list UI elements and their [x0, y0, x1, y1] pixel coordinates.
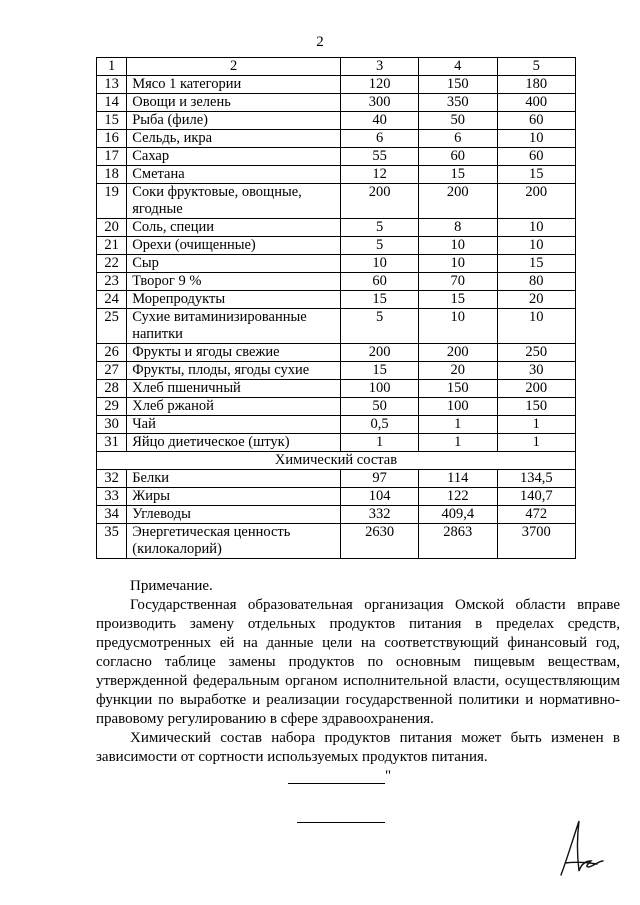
value-col-5-cell: 400: [497, 94, 576, 112]
table-row: [97, 398, 576, 416]
product-name-cell: Морепродукты: [127, 291, 341, 309]
value-col-4-cell: 10: [419, 309, 497, 344]
table-row: [97, 524, 576, 559]
header-col-4: 4: [419, 58, 497, 76]
value-col-5-cell: 200: [497, 184, 576, 219]
value-col-4-cell: 100: [419, 398, 497, 416]
row-number-cell: 35: [97, 524, 127, 559]
value-col-4-cell: 10: [419, 255, 497, 273]
row-number-cell: 20: [97, 219, 127, 237]
table-row: [97, 255, 576, 273]
value-col-4-cell: 1: [419, 434, 497, 452]
section-title: Химический состав: [97, 452, 576, 470]
header-col-5: 5: [497, 58, 576, 76]
row-number-cell: 24: [97, 291, 127, 309]
notes-block: [96, 577, 620, 767]
header-col-1: 1: [97, 58, 127, 76]
notes-title: Примечание.: [130, 578, 213, 594]
value-col-3-cell: 120: [341, 76, 419, 94]
value-col-5-cell: 1: [497, 416, 576, 434]
value-col-5-cell: 20: [497, 291, 576, 309]
value-col-4-cell: 70: [419, 273, 497, 291]
row-number-cell: 28: [97, 380, 127, 398]
value-col-3-cell: 300: [341, 94, 419, 112]
row-number-cell: 32: [97, 470, 127, 488]
product-name-cell: Сметана: [127, 166, 341, 184]
closing-line: [288, 768, 418, 788]
row-number-cell: 27: [97, 362, 127, 380]
value-col-5-cell: 3700: [497, 524, 576, 559]
product-name-cell: Сухие витаминизированные напитки: [127, 309, 341, 344]
row-number-cell: 31: [97, 434, 127, 452]
value-col-4-cell: 10: [419, 237, 497, 255]
product-name-cell: Рыба (филе): [127, 112, 341, 130]
value-col-5-cell: 10: [497, 237, 576, 255]
value-col-3-cell: 332: [341, 506, 419, 524]
value-col-4-cell: 60: [419, 148, 497, 166]
value-col-3-cell: 97: [341, 470, 419, 488]
table-row: [97, 76, 576, 94]
value-col-3-cell: 2630: [341, 524, 419, 559]
value-col-5-cell: 60: [497, 112, 576, 130]
product-name-cell: Орехи (очищенные): [127, 237, 341, 255]
value-col-5-cell: 1: [497, 434, 576, 452]
value-col-3-cell: 55: [341, 148, 419, 166]
value-col-3-cell: 5: [341, 309, 419, 344]
value-col-4-cell: 6: [419, 130, 497, 148]
table-row: [97, 184, 576, 219]
row-number-cell: 14: [97, 94, 127, 112]
value-col-5-cell: 180: [497, 76, 576, 94]
value-col-3-cell: 6: [341, 130, 419, 148]
value-col-5-cell: 472: [497, 506, 576, 524]
value-col-4-cell: 114: [419, 470, 497, 488]
food-norms-table: [96, 57, 576, 559]
value-col-3-cell: 200: [341, 184, 419, 219]
value-col-3-cell: 50: [341, 398, 419, 416]
product-name-cell: Соль, специи: [127, 219, 341, 237]
table-row: [97, 470, 576, 488]
page-number: 2: [316, 34, 324, 50]
value-col-4-cell: 2863: [419, 524, 497, 559]
table-row: [97, 291, 576, 309]
value-col-4-cell: 50: [419, 112, 497, 130]
product-name-cell: Хлеб ржаной: [127, 398, 341, 416]
value-col-5-cell: 15: [497, 255, 576, 273]
value-col-4-cell: 150: [419, 380, 497, 398]
row-number-cell: 33: [97, 488, 127, 506]
product-name-cell: Сыр: [127, 255, 341, 273]
value-col-3-cell: 12: [341, 166, 419, 184]
value-col-4-cell: 15: [419, 291, 497, 309]
product-name-cell: Фрукты, плоды, ягоды сухие: [127, 362, 341, 380]
value-col-4-cell: 1: [419, 416, 497, 434]
value-col-5-cell: 10: [497, 309, 576, 344]
value-col-4-cell: 8: [419, 219, 497, 237]
closing-quote: ": [385, 768, 392, 784]
product-name-cell: Сахар: [127, 148, 341, 166]
value-col-4-cell: 350: [419, 94, 497, 112]
table-row: [97, 273, 576, 291]
value-col-5-cell: 80: [497, 273, 576, 291]
section-row: [97, 452, 576, 470]
product-name-cell: Овощи и зелень: [127, 94, 341, 112]
value-col-3-cell: 5: [341, 219, 419, 237]
row-number-cell: 34: [97, 506, 127, 524]
product-name-cell: Фрукты и ягоды свежие: [127, 344, 341, 362]
notes-paragraph-1: Государственная образовательная организация Омской области вправе производить замену отдельных продуктов питания в пределах средств, предусмотренных ей на данные цели на соответствующий финансовый год, согласно таблице замены продуктов по основным пищевым веществам, утвержденной федеральным органом исполнительной власти, осуществляющим функции по выработке и реализации государственной политики и нормативно-правовому регулированию в сфере здравоохранения.: [96, 597, 620, 727]
value-col-5-cell: 140,7: [497, 488, 576, 506]
value-col-3-cell: 0,5: [341, 416, 419, 434]
row-number-cell: 21: [97, 237, 127, 255]
value-col-3-cell: 15: [341, 291, 419, 309]
value-col-4-cell: 200: [419, 184, 497, 219]
row-number-cell: 16: [97, 130, 127, 148]
header-col-2: 2: [127, 58, 341, 76]
value-col-5-cell: 134,5: [497, 470, 576, 488]
value-col-3-cell: 5: [341, 237, 419, 255]
value-col-3-cell: 15: [341, 362, 419, 380]
value-col-3-cell: 104: [341, 488, 419, 506]
value-col-4-cell: 200: [419, 344, 497, 362]
product-name-cell: Белки: [127, 470, 341, 488]
row-number-cell: 26: [97, 344, 127, 362]
value-col-5-cell: 60: [497, 148, 576, 166]
product-name-cell: Соки фруктовые, овощные, ягодные: [127, 184, 341, 219]
row-number-cell: 29: [97, 398, 127, 416]
table-row: [97, 112, 576, 130]
row-number-cell: 22: [97, 255, 127, 273]
row-number-cell: 13: [97, 76, 127, 94]
closing-rule: [288, 783, 385, 784]
value-col-3-cell: 100: [341, 380, 419, 398]
value-col-5-cell: 250: [497, 344, 576, 362]
value-col-5-cell: 10: [497, 130, 576, 148]
product-name-cell: Энергетическая ценность (килокалорий): [127, 524, 341, 559]
product-name-cell: Углеводы: [127, 506, 341, 524]
value-col-3-cell: 1: [341, 434, 419, 452]
row-number-cell: 17: [97, 148, 127, 166]
row-number-cell: 19: [97, 184, 127, 219]
product-name-cell: Творог 9 %: [127, 273, 341, 291]
table-row: [97, 166, 576, 184]
row-number-cell: 30: [97, 416, 127, 434]
table-row: [97, 488, 576, 506]
table-row: [97, 362, 576, 380]
row-number-cell: 25: [97, 309, 127, 344]
value-col-4-cell: 20: [419, 362, 497, 380]
value-col-3-cell: 40: [341, 112, 419, 130]
table-row: [97, 434, 576, 452]
bottom-rule: [297, 822, 385, 823]
handwritten-signature: [555, 815, 605, 877]
product-name-cell: Сельдь, икра: [127, 130, 341, 148]
table-row: [97, 219, 576, 237]
table-row: [97, 94, 576, 112]
table-row: [97, 148, 576, 166]
value-col-4-cell: 409,4: [419, 506, 497, 524]
table-row: [97, 416, 576, 434]
product-name-cell: Чай: [127, 416, 341, 434]
value-col-5-cell: 15: [497, 166, 576, 184]
table-header-row: [97, 58, 576, 76]
row-number-cell: 18: [97, 166, 127, 184]
value-col-3-cell: 60: [341, 273, 419, 291]
value-col-4-cell: 122: [419, 488, 497, 506]
product-name-cell: Яйцо диетическое (штук): [127, 434, 341, 452]
product-name-cell: Хлеб пшеничный: [127, 380, 341, 398]
header-col-3: 3: [341, 58, 419, 76]
value-col-3-cell: 10: [341, 255, 419, 273]
value-col-4-cell: 150: [419, 76, 497, 94]
value-col-5-cell: 200: [497, 380, 576, 398]
row-number-cell: 23: [97, 273, 127, 291]
value-col-5-cell: 150: [497, 398, 576, 416]
product-name-cell: Жиры: [127, 488, 341, 506]
value-col-3-cell: 200: [341, 344, 419, 362]
value-col-4-cell: 15: [419, 166, 497, 184]
row-number-cell: 15: [97, 112, 127, 130]
table-row: [97, 130, 576, 148]
value-col-5-cell: 10: [497, 219, 576, 237]
table-row: [97, 344, 576, 362]
product-name-cell: Мясо 1 категории: [127, 76, 341, 94]
table-row: [97, 309, 576, 344]
table-row: [97, 237, 576, 255]
notes-paragraph-2: Химический состав набора продуктов питания может быть изменен в зависимости от сортности используемых продуктов питания.: [96, 730, 620, 765]
table-row: [97, 380, 576, 398]
table-row: [97, 506, 576, 524]
value-col-5-cell: 30: [497, 362, 576, 380]
table-body: [97, 58, 576, 559]
